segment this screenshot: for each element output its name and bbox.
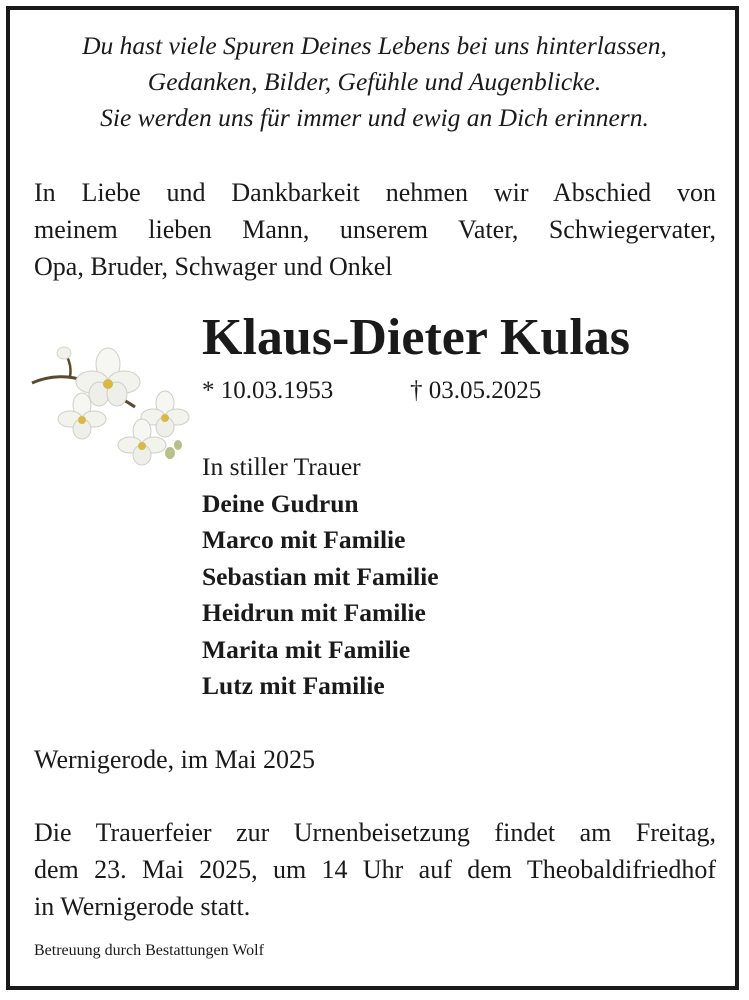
poem-line: Sie werden uns für immer und ewig an Dich erinnern. (100, 103, 649, 132)
mourner-name: Lutz mit Familie (202, 671, 385, 700)
poem-line: Gedanken, Bilder, Gefühle und Augenblicke. (147, 67, 602, 96)
mourning-intro: In stiller Trauer (202, 452, 361, 481)
poem-line: Du hast viele Spuren Deines Lebens bei uns hinterlassen, (82, 31, 667, 60)
funeral-notice (34, 814, 716, 925)
orchid-branch-icon (30, 335, 190, 475)
funeral-line: dem 23. Mai 2025, um 14 Uhr auf dem Theobaldifriedhof (34, 855, 716, 884)
mourner-name: Sebastian mit Familie (202, 561, 439, 591)
life-dates (202, 375, 541, 407)
funeral-line: Die Trauerfeier zur Urnenbeisetzung findet am Freitag, (34, 818, 716, 847)
farewell-line: Opa, Bruder, Schwager und Onkel (34, 252, 393, 281)
farewell-line: meinem lieben Mann, unserem Vater, Schwiegervater, (34, 215, 716, 244)
mourner-name: Deine Gudrun (202, 488, 359, 518)
mourner-name: Marco mit Familie (202, 525, 406, 554)
poem (0, 28, 749, 136)
death-date: † 03.05.2025 (410, 377, 542, 404)
mourners-list (202, 449, 439, 705)
funeral-line: in Wernigerode statt. (34, 892, 251, 921)
place-and-date: Wernigerode, im Mai 2025 (34, 745, 315, 774)
birth-date: * 10.03.1953 (202, 377, 334, 404)
deceased-name: Klaus-Dieter Kulas (202, 309, 631, 366)
mourner-name: Heidrun mit Familie (202, 598, 426, 627)
mourner-name: Marita mit Familie (202, 634, 411, 664)
undertaker-credit: Betreuung durch Bestattungen Wolf (34, 942, 264, 959)
farewell-line: In Liebe und Dankbarkeit nehmen wir Abschied von (34, 178, 716, 207)
farewell-text (34, 174, 716, 285)
